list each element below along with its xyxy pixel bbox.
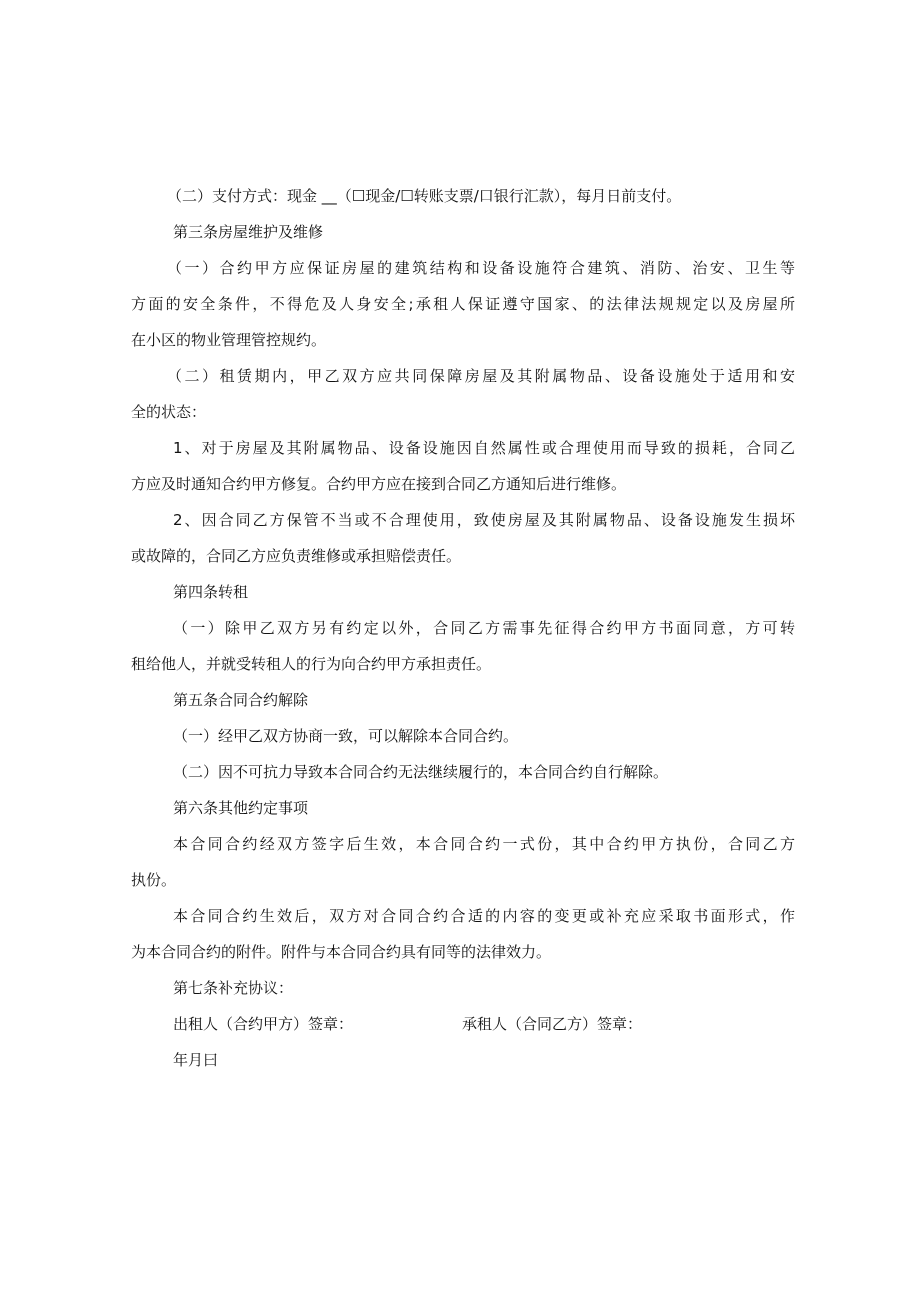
article-5-heading: 第五条合同合约解除 (173, 691, 309, 709)
article-4-paragraph-1-line-1: （一）除甲乙双方另有约定以外，合同乙方需事先征得合约甲方书面同意，方可转 (173, 619, 795, 637)
article-4-paragraph-1-line-2: 租给他人，并就受转租人的行为向合约甲方承担责任。 (131, 655, 492, 673)
article-3-paragraph-1-line-3: 在小区的物业管理管控规约。 (131, 331, 327, 349)
article-3-item-1-line-1: 1、对于房屋及其附属物品、设备设施因自然属性或合理使用而导致的损耗，合同乙 (173, 439, 795, 457)
article-6-paragraph-1-line-1: 本合同合约经双方签字后生效，本合同合约一式份，其中合约甲方执份，合同乙方 (173, 835, 795, 853)
article-5-paragraph-1: （一）经甲乙双方协商一致，可以解除本合同合约。 (173, 727, 519, 745)
article-6-paragraph-2-line-1: 本合同合约生效后，双方对合同合约合适的内容的变更或补充应采取书面形式，作 (173, 907, 795, 925)
article-3-paragraph-2-line-1: （二）租赁期内，甲乙双方应共同保障房屋及其附属物品、设备设施处于适用和安 (167, 367, 795, 385)
article-3-paragraph-1-line-1: （一）合约甲方应保证房屋的建筑结构和设备设施符合建筑、消防、治安、卫生等 (167, 259, 795, 277)
signature-row (131, 1006, 795, 1042)
article-6-paragraph-1-line-2: 执份。 (131, 871, 177, 889)
article-6-heading: 第六条其他约定事项 (173, 799, 309, 817)
article-3-heading: 第三条房屋维护及维修 (173, 223, 324, 241)
document-body (131, 178, 795, 1078)
article-5-paragraph-2: （二）因不可抗力导致本合同合约无法继续履行的，本合同合约自行解除。 (173, 763, 669, 781)
article-3-item-2-line-2: 或故障的，合同乙方应负责维修或承担赔偿责任。 (131, 547, 462, 565)
article-4-heading: 第四条转租 (173, 583, 249, 601)
article-3-paragraph-1-line-2: 方面的安全条件，不得危及人身安全;承租人保证遵守国家、的法律法规规定以及房屋所 (131, 295, 795, 313)
lessor-signature-label: 出租人（合约甲方）签章： (173, 1015, 354, 1033)
article-6-paragraph-2-line-2: 为本合同合约的附件。附件与本合同合约具有同等的法律效力。 (131, 943, 552, 961)
article-3-item-2-line-1: 2、因合同乙方保管不当或不合理使用，致使房屋及其附属物品、设备设施发生损坏 (173, 511, 795, 529)
date-line: 年月曰 (173, 1051, 219, 1069)
lessee-signature-label: 承租人（合同乙方）签章： (462, 1015, 643, 1033)
article-7-heading: 第七条补充协议： (173, 979, 294, 997)
article-3-paragraph-2-line-2: 全的状态： (131, 403, 207, 421)
payment-method-line: （二）支付方式：现金 __（☐现金/☐转账支票/口银行汇款），每月日前支付。 (167, 187, 682, 205)
article-3-item-1-line-2: 方应及时通知合约甲方修复。合约甲方应在接到合同乙方通知后进行维修。 (131, 475, 627, 493)
